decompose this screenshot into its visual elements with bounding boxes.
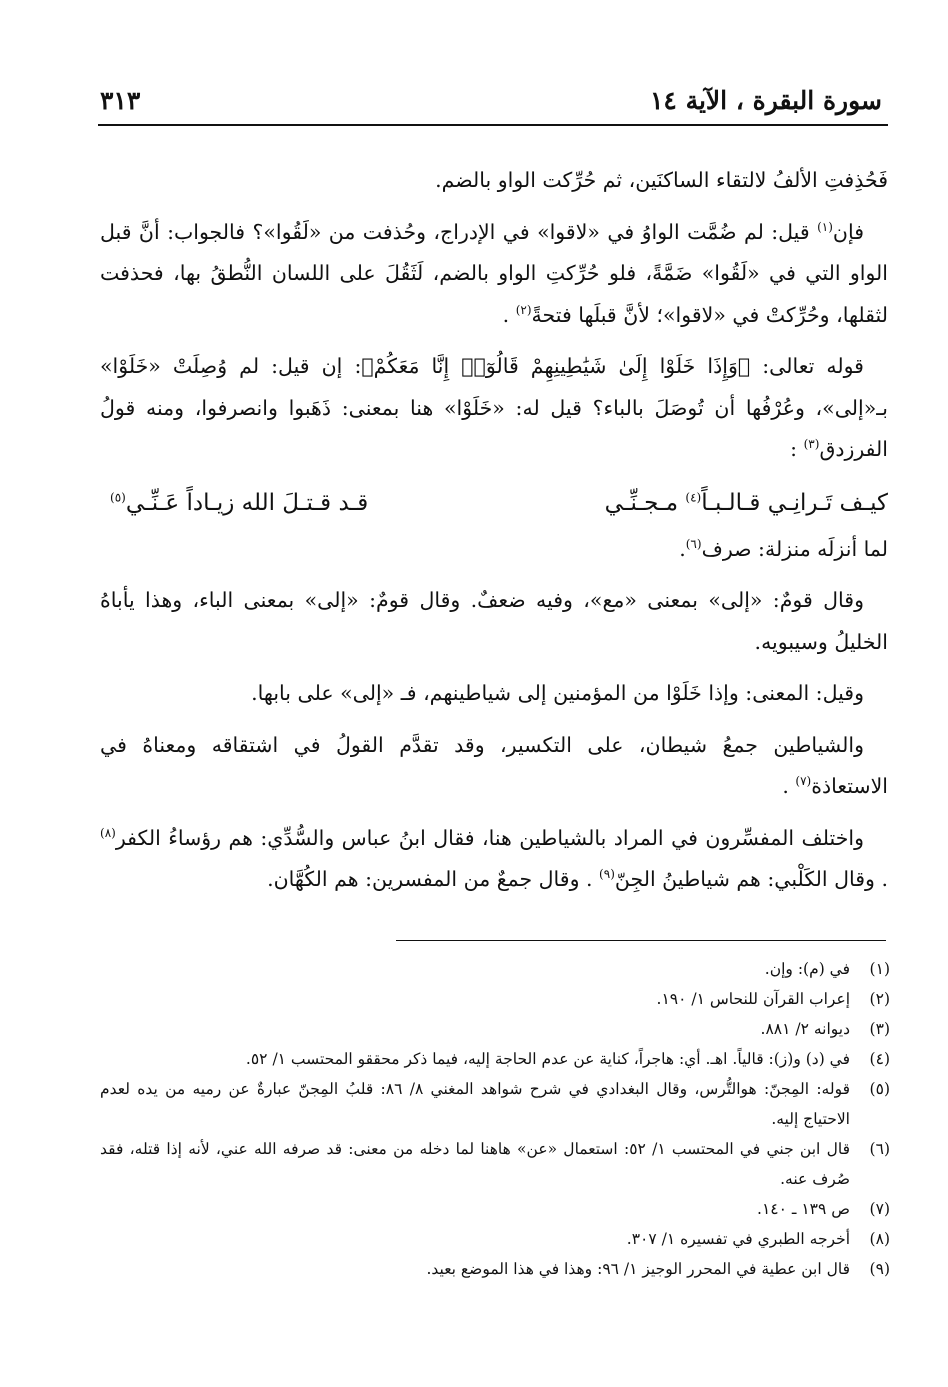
footnote-number: (٣): [869, 1020, 890, 1038]
paragraph-5: [100, 580, 888, 663]
paragraph-text: وقال قومٌ: «إلى» بمعنى «مع»، وفيه ضعفٌ. وقال قومٌ: «إلى» بمعنى الباء، وهذا يأباهُ الخليلُ وسيبويه.: [100, 588, 888, 654]
footnote-ref: (٦): [685, 536, 702, 551]
footnote-text: إعراب القرآن للنحاس ١/ ١٩٠.: [656, 990, 850, 1008]
paragraph-text: وقيل: المعنى: وإذا خَلَوْا من المؤمنين إلى شياطينهم، فـ «إلى» على بابها.: [251, 681, 864, 705]
footnote-item: [100, 1194, 890, 1224]
verse-text: مـجـنِّـي: [604, 489, 686, 516]
footnote-number: (٧): [869, 1200, 890, 1218]
footnote-number: (٦): [869, 1140, 890, 1158]
verse-text: كيـف تَـرانِـي قـالـبـاً: [701, 489, 888, 516]
paragraph-text: فَحُذِفتِ الألفُ لالتقاء الساكنَين، ثم حُرِّكت الواو بالضم.: [435, 168, 888, 192]
paragraph-6: [100, 673, 888, 715]
paragraph-text: .: [782, 774, 796, 798]
paragraph-text: والشياطين جمعُ شيطان، على التكسير، وقد تقدَّم القولُ في اشتقاقه ومعناهُ في الاستعاذة: [100, 732, 888, 798]
paragraph-3: [100, 346, 888, 471]
paragraph-4: [100, 529, 888, 571]
footnote-number: (٨): [869, 1230, 890, 1248]
page-header: [98, 84, 888, 126]
footnote-ref: (٨): [100, 825, 116, 840]
footnote-number: (٤): [869, 1050, 890, 1068]
footnote-item: [100, 1224, 890, 1254]
paragraph-8: [100, 818, 888, 901]
footnote-ref: (٣): [803, 437, 820, 452]
footnote-number: (٢): [869, 990, 890, 1008]
footnote-text: أخرجه الطبري في تفسيره ١/ ٣٠٧.: [626, 1230, 850, 1248]
verse-second-hemistich: [100, 481, 368, 525]
footnote-ref: (٥): [110, 489, 126, 504]
footnote-item: [100, 1254, 890, 1284]
paragraph-text: . وقال جمعٌ من المفسرين: هم الكُهَّان.: [267, 867, 600, 891]
paragraph-text: .: [679, 536, 686, 561]
footnote-text: ص ١٣٩ ـ ١٤٠.: [757, 1200, 850, 1218]
paragraph-1: [100, 160, 888, 202]
footnote-item: [100, 954, 890, 984]
paragraph-text: . وقال الكَلْبي: هم شياطينُ الجِنّ: [614, 867, 888, 891]
footnote-text: قال ابن جني في المحتسب ١/ ٥٢: استعمال «عن» هاهنا لما دخله من معنى: قد صرفه الله عني، لأنه إذا قتله، فقد صُرف عنه.: [100, 1140, 850, 1188]
paragraph-text: قيل: لم ضُمَّت الواوُ في «لاقوا» في الإدراج، وحُذفت من «لَقُوا»؟ فالجواب: أنَّ قبل الواو التي في «لَقُوا» ضَمَّةً، فلو حُرِّكتِ الواو بالضم، لَثَقُلَ على اللسان النُّطقُ بها، فحذفت لثقلها، وحُرِّكتْ في «لاقوا»؛ لأنَّ قبلَها فتحةً: [100, 219, 889, 327]
verse-text: قـد قـتـلَ الله زيـاداً عَـنِّـي: [125, 489, 369, 516]
paragraph-text: قوله تعالى: ﴿وَإِذَا خَلَوْا إِلَىٰ شَيَٰطِينِهِمْ قَالُوٓا۟ إِنَّا مَعَكُمْ﴾: إن قيل: لم وُصِلَتْ «خَلَوْا» بـ«إلى»، وعُرْفُها أن تُوصَلَ بالباء؟ قيل له: «خَلَوْا» هنا بمعنى: ذَهَبوا وانصرفوا، ومنه قولُ الفرزدق: [100, 354, 888, 461]
footnote-item: [100, 1014, 890, 1044]
footnote-ref: (١): [817, 219, 833, 234]
poetry-verse: [100, 481, 888, 525]
footnote-ref: (٤): [685, 489, 702, 504]
paragraph-text: :: [790, 437, 804, 461]
footnote-ref: (٧): [795, 774, 812, 789]
footnote-text: قال ابن عطية في المحرر الوجيز ١/ ٩٦: وهذا في هذا الموضع بعيد.: [426, 1260, 850, 1278]
paragraph-text: .: [502, 302, 516, 327]
footnote-divider: [396, 940, 886, 941]
footnote-item: [100, 1134, 890, 1194]
footnote-item: [100, 1044, 890, 1074]
page-number: ٣١٣: [100, 86, 141, 115]
verse-first-hemistich: [605, 481, 888, 525]
footnote-text: في (م): وإن.: [764, 960, 850, 978]
footnotes: [100, 954, 890, 1284]
footnote-ref: (٢): [515, 302, 532, 317]
footnote-number: (٩): [869, 1260, 890, 1278]
footnote-number: (٥): [869, 1080, 890, 1098]
footnote-text: قوله: المِجنّ: هوالتُّرس، وقال البغدادي في شرح شواهد المغني ٨/ ٨٦: قلبُ المِجنّ عبارةٌ عن رميه من يده لعدم الاحتياج إليه.: [100, 1080, 850, 1128]
main-text: [100, 160, 888, 911]
paragraph-7: [100, 725, 888, 808]
paragraph-text: لما أنزلَه منزلة: صرف: [701, 536, 888, 561]
paragraph-text: فإن: [832, 219, 864, 244]
footnote-ref: (٩): [599, 867, 615, 882]
running-title: سورة البقرة ، الآية ١٤: [650, 86, 882, 115]
footnote-item: [100, 1074, 890, 1134]
paragraph-2: [100, 212, 888, 337]
footnote-number: (١): [869, 960, 890, 978]
footnote-item: [100, 984, 890, 1014]
footnote-text: ديوانه ٢/ ٨٨١.: [760, 1020, 850, 1038]
footnote-text: في (د) و(ز): قالياً. اهـ. أي: هاجراً، كناية عن عدم الحاجة إليه، فيما ذكر محققو المحتسب ١/ ٥٢.: [245, 1050, 850, 1068]
paragraph-text: واختلف المفسِّرون في المراد بالشياطين هنا، فقال ابنُ عباس والسُّدِّي: هم رؤساءُ الكفر: [115, 825, 864, 850]
